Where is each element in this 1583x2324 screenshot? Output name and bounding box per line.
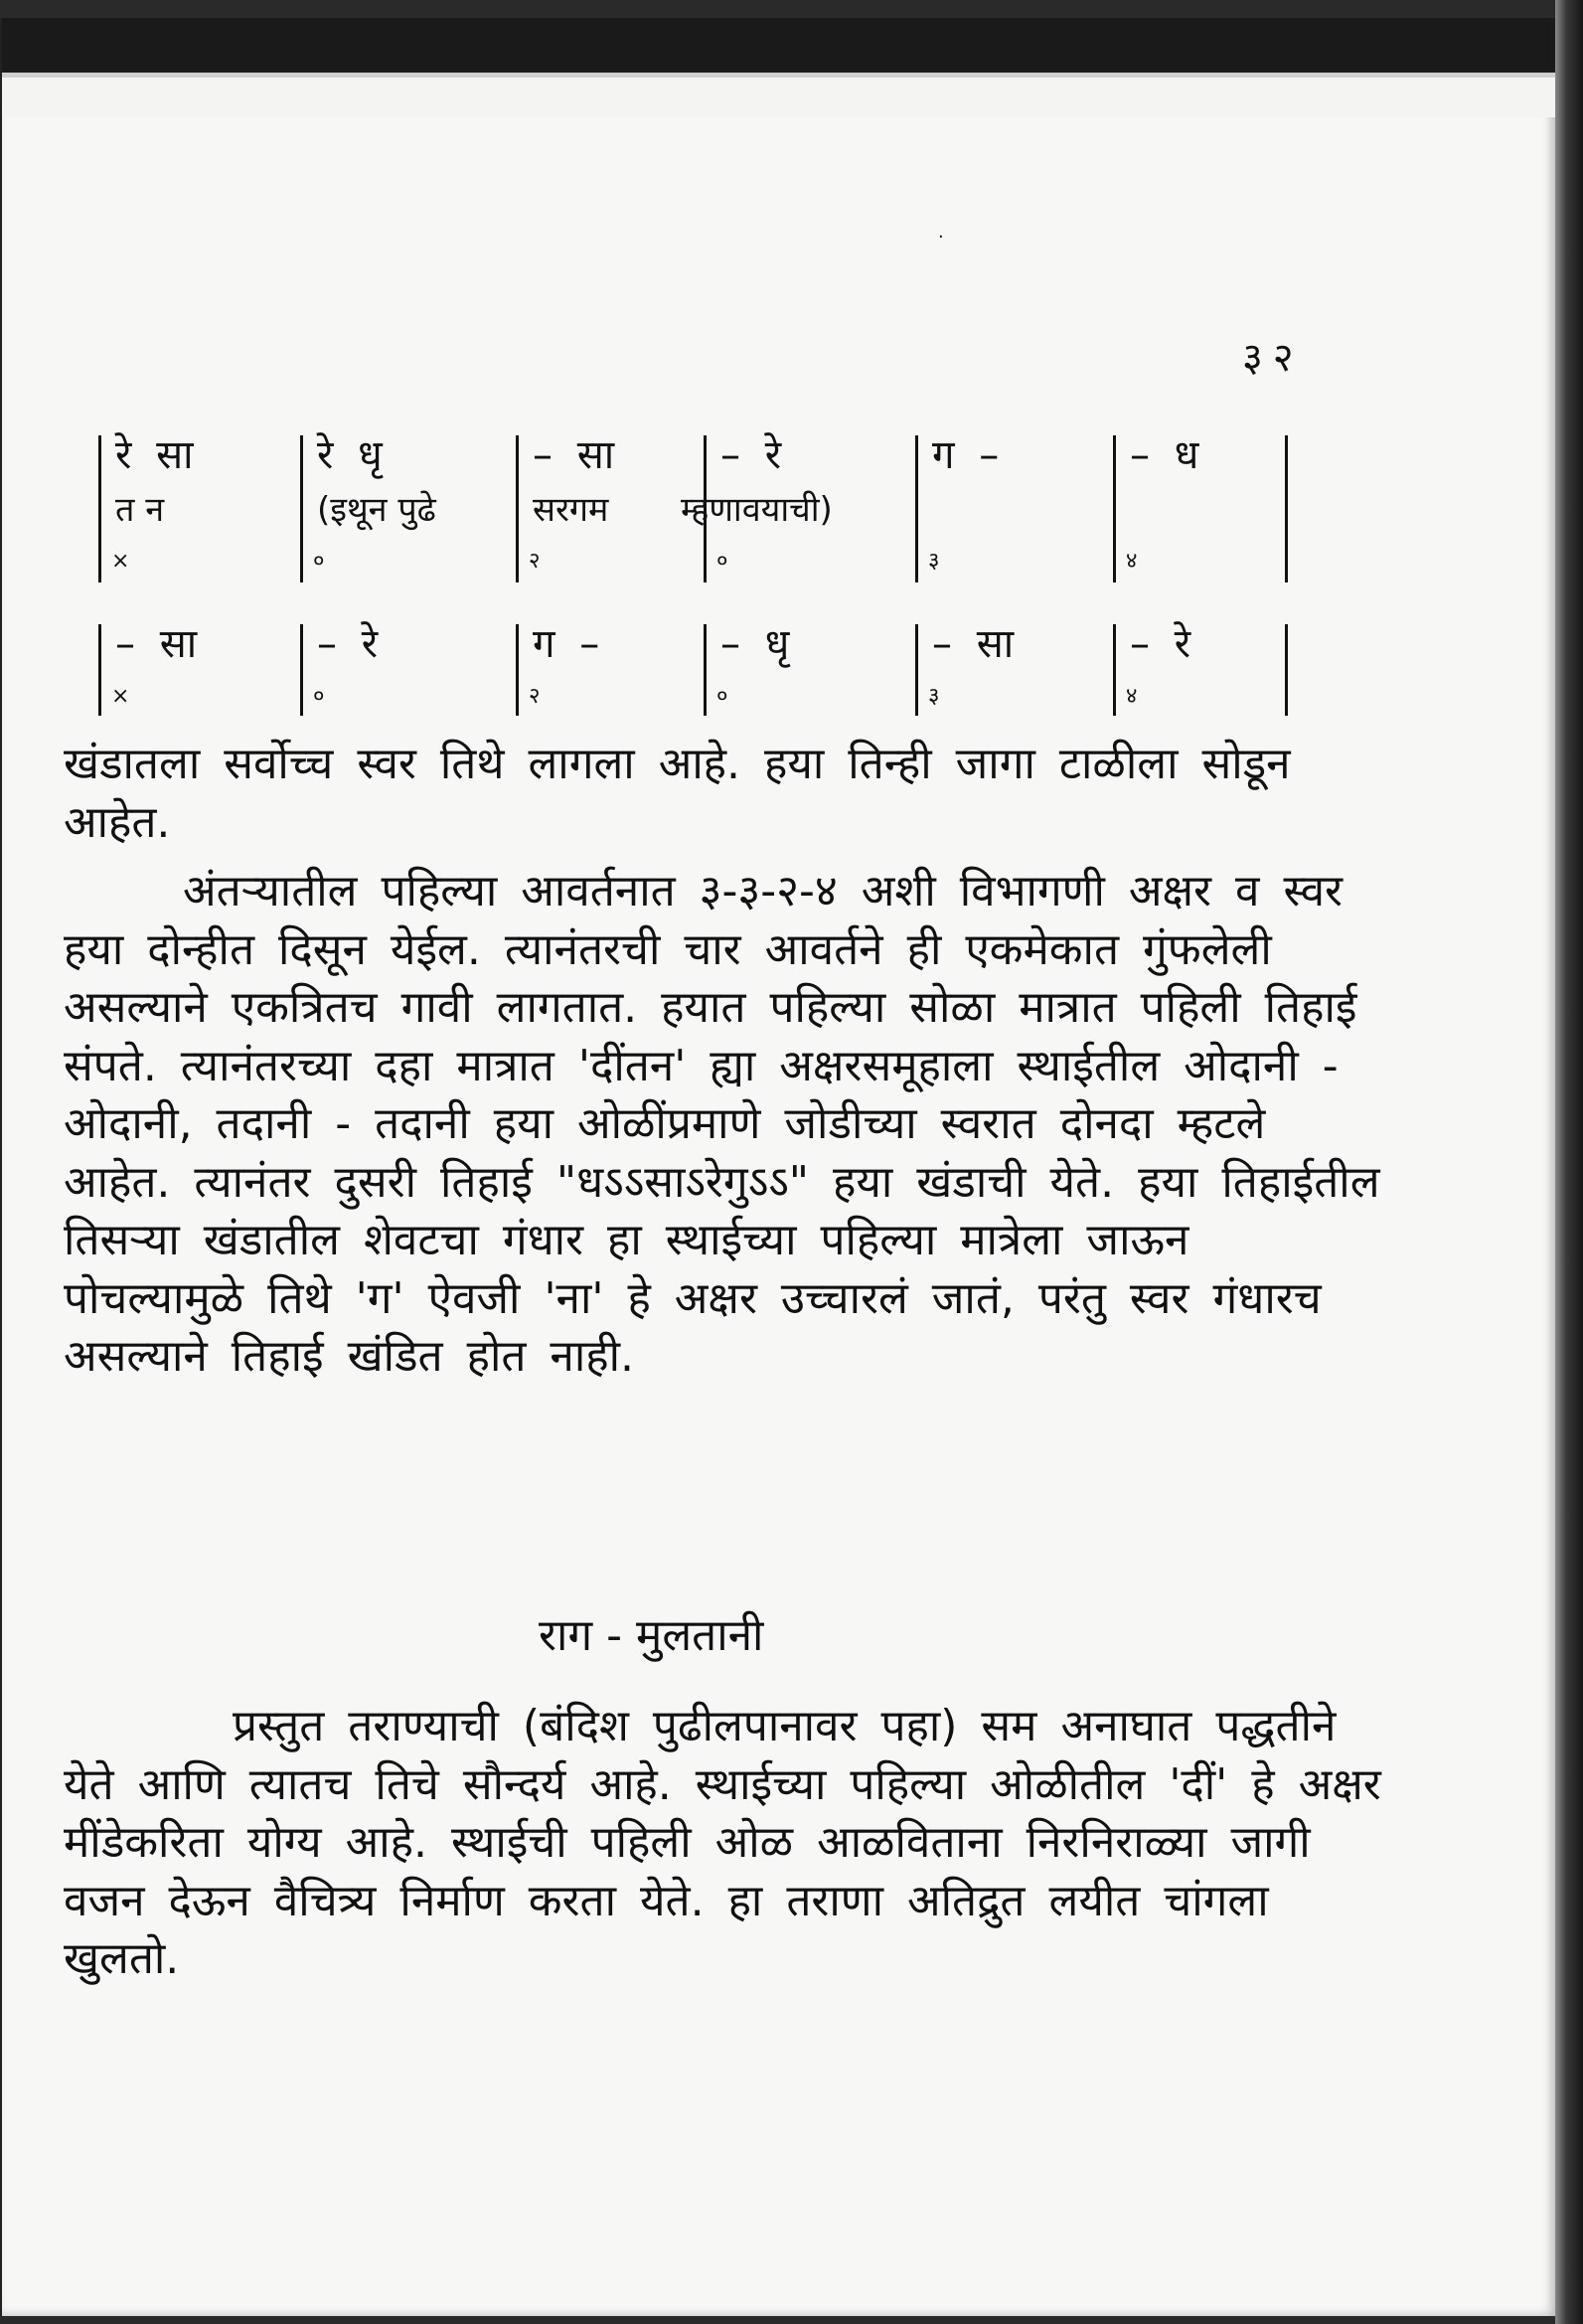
swar-text: – सा (932, 621, 1021, 667)
bol-text: (इथून पुढे (317, 490, 436, 530)
tala-mark: ३ (928, 684, 940, 709)
notation-cell (300, 432, 516, 582)
section-heading: राग - मुलतानी (539, 1610, 764, 1661)
paragraph-3: प्रस्तुत तराण्याची (बंदिश पुढीलपानावर पहा) सम अनाघात पद्धतीने येते आणि त्यातच तिचे सौन्दर्य आहे. स्थाईच्या पहिल्या ओळीतील 'दीं' हे अक्षर मींडेकरिता योग्य आहे. स्थाईची पहिली ओळ आळविताना निरनिराळ्या जागी वजन देऊन वैचित्र्य निर्माण करता येते. हा तराणा अतिद्रुत लयीत चांगला खुलतो. (64, 1701, 1381, 1984)
swar-text: – ध (1130, 432, 1205, 478)
page-number: ३२ (1242, 335, 1304, 381)
notation-cell (98, 621, 300, 716)
swar-text: – सा (115, 621, 204, 667)
swar-text: ग – (932, 432, 1006, 478)
bol-text: त न (115, 490, 165, 530)
notation-cell (1113, 432, 1288, 582)
bol-text: म्हणावयाची) (681, 490, 833, 530)
swar-text: – रे (720, 432, 788, 478)
tala-mark: ० (313, 549, 325, 574)
swar-text: – रे (317, 621, 385, 667)
tala-mark: × (111, 549, 130, 574)
tala-mark: २ (529, 684, 541, 709)
swar-text: रे सा (115, 432, 200, 478)
bol-text: सरगम (533, 490, 609, 530)
swar-text: रे धृ (317, 432, 389, 478)
page-edge (1555, 0, 1583, 2324)
notation-cell (516, 621, 704, 716)
notation-cell (516, 432, 704, 582)
tala-mark: × (111, 684, 130, 709)
tala-mark: ४ (1126, 549, 1138, 574)
notation-row-1 (98, 432, 1288, 582)
paragraph-1: खंडातला सर्वोच्च स्वर तिथे लागला आहे. हया तिन्ही जागा टाळीला सोडून आहेत. (64, 739, 1291, 848)
ink-dot: · (938, 227, 944, 248)
tala-mark: २ (529, 549, 541, 574)
notation-cell (300, 621, 516, 716)
tala-mark: ४ (1126, 684, 1138, 709)
notation-cell (915, 621, 1113, 716)
page-top-band (2, 18, 1583, 117)
tala-mark: ० (313, 684, 325, 709)
tala-mark: ० (716, 684, 728, 709)
tala-mark: ३ (928, 549, 940, 574)
notation-cell (915, 432, 1113, 582)
swar-text: – धृ (720, 621, 796, 667)
tala-mark: ० (716, 549, 728, 574)
swar-text: – रे (1130, 621, 1197, 667)
notation-cell (1113, 621, 1288, 716)
paragraph-2: अंतऱ्यातील पहिल्या आवर्तनात ३-३-२-४ अशी विभागणी अक्षर व स्वर हया दोन्हीत दिसून येईल. त्यानंतरची चार आवर्तने ही एकमेकात गुंफलेली असल्याने एकत्रितच गावी लागतात. हयात पहिल्या सोळा मात्रात पहिली तिहाई संपते. त्यानंतरच्या दहा मात्रात 'दींतन' ह्या अक्षरसमूहाला स्थाईतील ओदानी - ओदानी, तदानी - तदानी हया ओळींप्रमाणे जोडीच्या स्वरात दोनदा म्हटले आहेत. त्यानंतर दुसरी तिहाई "धऽऽसाऽरेगुऽऽ" हया खंडाची येते. हया तिहाईतील तिसऱ्या खंडातील शेवटचा गंधार हा स्थाईच्या पहिल्या मात्रेला जाऊन पोचल्यामुळे तिथे 'ग' ऐवजी 'ना' हे अक्षर उच्चारलं जातं, परंतु स्वर गंधारच असल्याने तिहाई खंडित होत नाही. (64, 866, 1380, 1382)
notation-row-2 (98, 621, 1288, 716)
notebook-page (0, 18, 1557, 2316)
swar-text: ग – (533, 621, 606, 667)
swar-text: – सा (533, 432, 621, 478)
notation-cell (98, 432, 300, 582)
notation-cell (681, 432, 915, 582)
notation-cell (704, 621, 915, 716)
